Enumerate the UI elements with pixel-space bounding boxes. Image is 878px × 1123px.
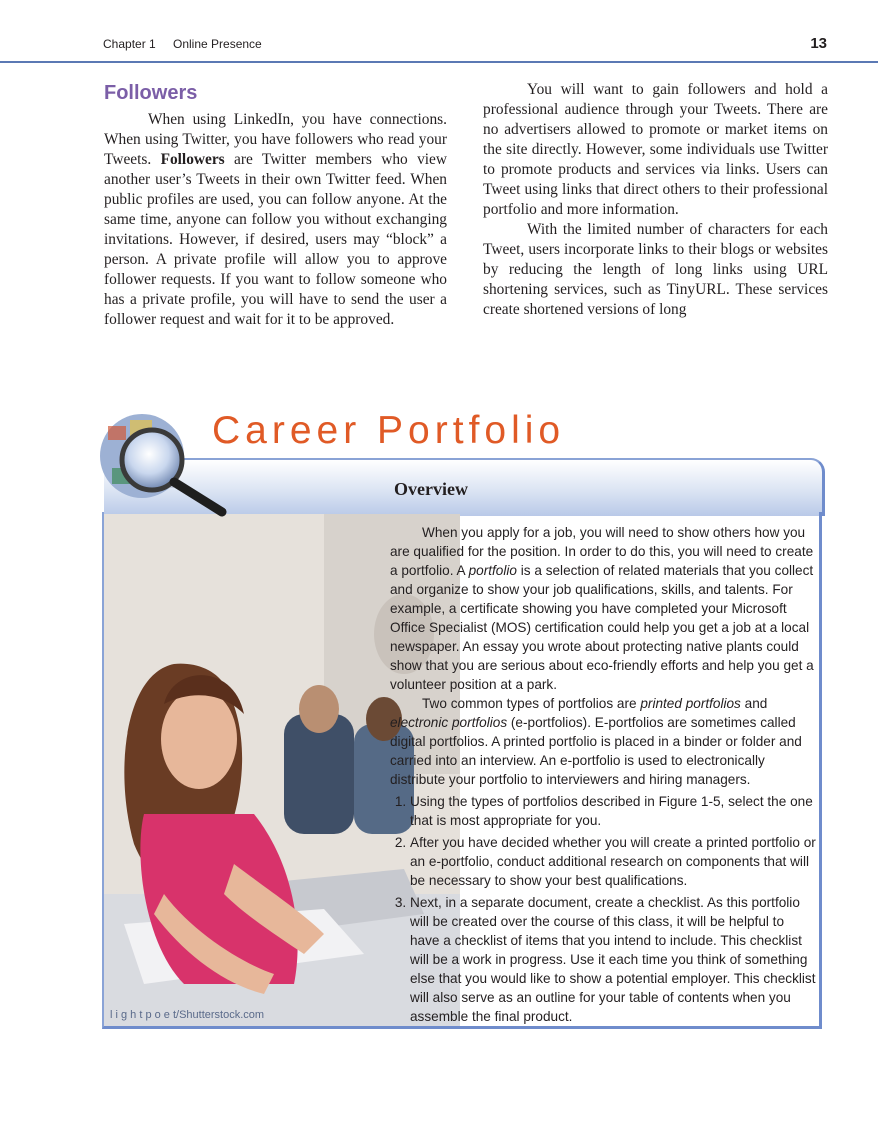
overview-heading: Overview xyxy=(394,479,468,499)
header-rule xyxy=(0,61,878,63)
body-paragraph xyxy=(104,110,447,330)
body-paragraph: With the limited number of characters for each Tweet, users incorporate links to their blogs or websites by reducing the length of long links using URL shortening services, such as TinyURL. These services create shortened versions of long xyxy=(483,221,828,318)
feature-paragraph xyxy=(390,523,817,694)
activity-steps xyxy=(390,792,817,1026)
feature-body xyxy=(390,523,817,1029)
text-run: is a selection of related materials that you collect and organize to show your job qualifications, skills, and talents. For example, a certificate showing you have completed your Microsoft Office Specialist (MOS) certification could help you get a job at a local newspaper. An essay you wrote about protecting native plants could show that you are serious about eco-friendly efforts and help you get a volunteer position at a park. xyxy=(390,563,814,692)
left-column xyxy=(104,83,447,330)
body-paragraph: You will want to gain followers and hold a professional audience through your Tweets. There are no advertisers allowed to promote or market items on the site directly. However, some individuals use Twitter to promote products and services via links. Users can Tweet using links that direct others to their professional portfolio and more information. xyxy=(483,81,828,218)
key-term: Followers xyxy=(160,151,225,168)
photo-credit: l i g h t p o e t/Shutterstock.com xyxy=(110,1009,265,1021)
career-portfolio-feature xyxy=(90,400,830,1035)
text-run: and xyxy=(740,696,768,711)
activity-step: 1. Using the types of portfolios described in Figure 1-5, select the one that is most appropriate for you. xyxy=(410,792,817,830)
chapter-label: Chapter 1 xyxy=(103,37,156,51)
key-term: portfolio xyxy=(468,563,517,578)
feature-title: Career Portfolio xyxy=(212,409,566,452)
section-heading: Followers xyxy=(104,82,198,104)
key-term: printed portfolios xyxy=(640,696,741,711)
text-run: (e-portfolios). E-portfolios are sometimes called digital portfolios. A printed portfolio is placed in a binder or folder and carried into an interview. An e-portfolio is used to electronically distribute your portfolio to interviewers and hiring managers. xyxy=(390,715,802,787)
activity-step: 3. Next, in a separate document, create a checklist. As this portfolio will be created over the course of this class, it will be helpful to have a checklist of items that you intend to include. This checklist will be a work in progress. Use it each time you think of something else that you would like to show a potential employer. This checklist will also serve as an outline for your table of contents when you assemble the final product. xyxy=(410,893,817,1026)
text-run: are Twitter members who view another user’s Tweets in their own Twitter feed. When public profiles are used, you can follow anyone. At the same time, anyone can follow you without exchanging invitations. However, if desired, users may “block” a person. A private profile will allow you to approve follower requests. If you want to follow someone who has a private profile, you will have to send the user a follower request and wait for it to be approved. xyxy=(104,151,447,328)
text-run: When you apply for a job, you will need to show others how you are qualified for the position. In order to do this, you will need to create a portfolio. A xyxy=(390,525,814,578)
text-run: When using LinkedIn, you have connections. When using Twitter, you have followers who read your Tweets. xyxy=(104,111,447,168)
feature-paragraph xyxy=(390,694,817,789)
running-head xyxy=(103,37,827,53)
right-column xyxy=(483,80,828,320)
text-run: Two common types of portfolios are xyxy=(422,696,641,711)
activity-step: 2. After you have decided whether you will create a printed portfolio or an e-portfolio, conduct additional research on components that will be necessary to show your best qualifications. xyxy=(410,833,817,890)
section-title: Online Presence xyxy=(173,37,262,51)
key-term: electronic portfolios xyxy=(390,715,508,730)
page-number: 13 xyxy=(810,35,827,52)
